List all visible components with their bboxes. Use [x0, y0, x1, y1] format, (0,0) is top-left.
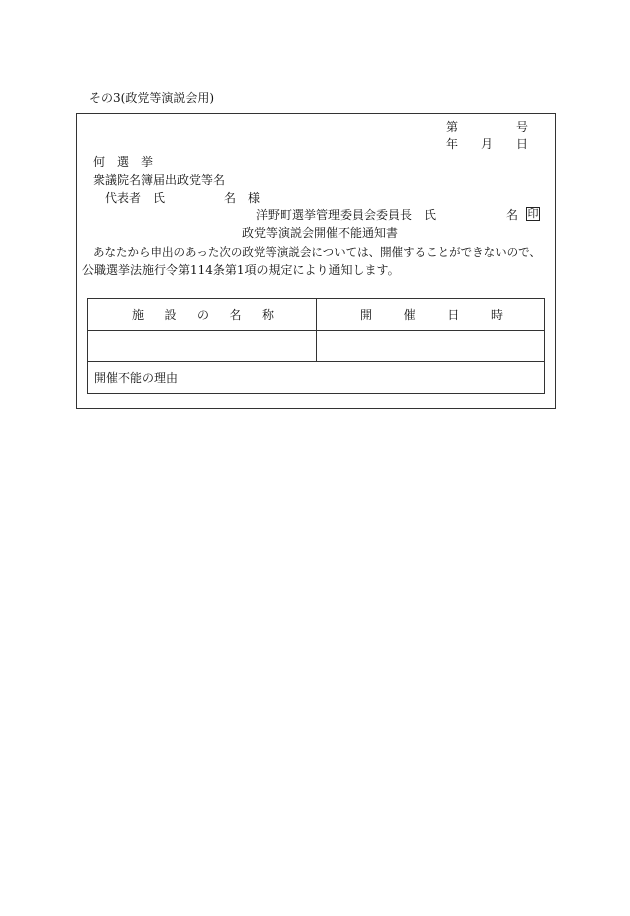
party-list-name-label: 衆議院名簿届出政党等名 [93, 173, 226, 187]
date-time-header-char: 催 [403, 308, 416, 322]
date-month: 月 [481, 137, 494, 151]
form-label: その3(政党等演説会用) [89, 91, 214, 105]
election-name-label: 何 選 挙 [93, 155, 154, 169]
facility-name-header-char: 施 [132, 308, 145, 322]
representative-name-suffix: 名 様 [224, 191, 261, 205]
body-text-line-2: 公職選挙法施行令第114条第1項の規定により通知します。 [82, 263, 400, 277]
table-reason-divider [88, 361, 544, 362]
table-column-divider [316, 299, 317, 361]
sender-name-suffix: 名 [506, 208, 519, 222]
date-time-header [360, 308, 503, 322]
date-time-header-char: 開 [360, 308, 373, 322]
date-time-header-char: 時 [490, 308, 503, 322]
date-year: 年 [446, 137, 459, 151]
facility-name-header-char: 称 [261, 308, 274, 322]
number-suffix: 号 [516, 120, 529, 134]
number-prefix: 第 [446, 120, 459, 134]
document-title: 政党等演説会開催不能通知書 [242, 226, 399, 240]
representative-label: 代表者 氏 [105, 191, 166, 205]
facility-name-header-char: の [196, 308, 209, 322]
facility-name-header [132, 308, 274, 322]
date-time-header-char: 日 [447, 308, 460, 322]
reason-label: 開催不能の理由 [94, 371, 179, 385]
date-day: 日 [516, 137, 529, 151]
facility-name-header-char: 名 [229, 308, 242, 322]
seal-mark: 印 [527, 207, 539, 220]
body-text-line-1: あなたから申出のあった次の政党等演説会については、開催することができないので、 [93, 245, 541, 259]
sender-title: 洋野町選挙管理委員会委員長 氏 [256, 208, 437, 222]
notice-table [87, 298, 545, 394]
facility-name-header-char: 設 [164, 308, 177, 322]
